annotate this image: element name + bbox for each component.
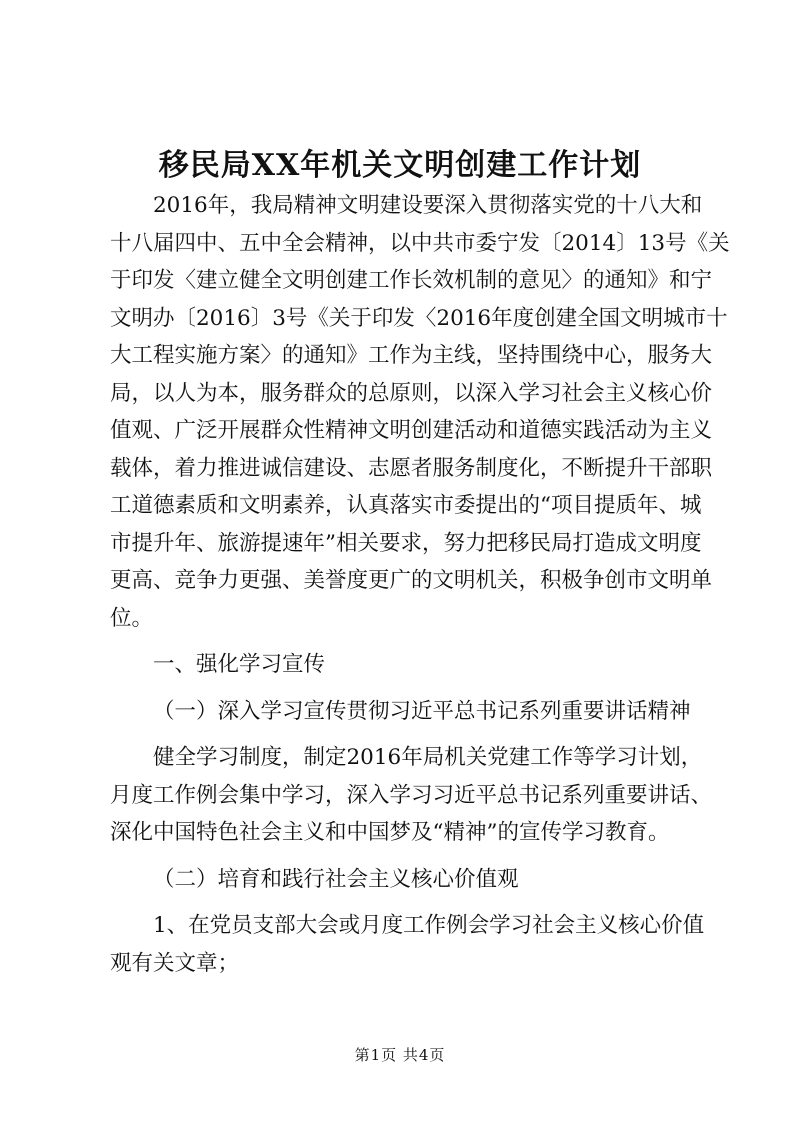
paragraph-line: 深化中国特色社会主义和中国梦及“精神”的宣传学习教育。: [110, 820, 670, 845]
paragraph-line: 月度工作例会集中学习，深入学习习近平总书记系列重要讲话、: [110, 782, 713, 808]
intro-line: 更高、竞争力更强、美誉度更广的文明机关，积极争创市文明单: [110, 568, 713, 593]
document-title: 移民局XX年机关文明创建工作计划: [158, 148, 642, 183]
intro-line: 市提升年、旅游提速年”相关要求，努力把移民局打造成文明度: [110, 530, 702, 556]
intro-line: 位。: [110, 605, 154, 631]
intro-line: 载体，着力推进诚信建设、志愿者服务制度化，不断提升干部职: [110, 455, 713, 481]
subsection-heading: （一）深入学习宣传贯彻习近平总书记系列重要讲话精神: [153, 698, 691, 724]
intro-line: 文明办〔2016〕3号《关于印发〈2016年度创建全国文明城市十: [110, 305, 728, 331]
subsection-heading: （二）培育和践行社会主义核心价值观: [153, 866, 519, 892]
section-heading: 一、强化学习宣传: [153, 652, 326, 677]
intro-line: 值观、广泛开展群众性精神文明创建活动和道德实践活动为主义: [110, 418, 713, 443]
paragraph-line: 健全学习制度，制定2016年局机关党建工作等学习计划，: [153, 745, 703, 770]
intro-line: 工道德素质和文明素养，认真落实市委提出的“项目提质年、城: [110, 493, 702, 518]
intro-line: 十八届四中、五中全会精神，以中共市委宁发〔2014〕13号《关: [110, 230, 730, 256]
paragraph-line: 观有关文章；: [110, 950, 240, 976]
paragraph-line: 1、在党员支部大会或月度工作例会学习社会主义核心价值: [153, 913, 705, 938]
intro-paragraph: [110, 187, 730, 637]
intro-line: 局，以人为本，服务群众的总原则，以深入学习社会主义核心价: [110, 380, 713, 406]
subsection-paragraph: [110, 907, 710, 982]
intro-line: 大工程实施方案〉的通知》工作为主线，坚持围绕中心，服务大: [110, 343, 713, 368]
subsection-paragraph: [110, 739, 713, 852]
document-body: [110, 187, 730, 991]
page-number-footer: 第1页 共4页: [354, 1046, 446, 1064]
intro-line: 于印发〈建立健全文明创建工作长效机制的意见〉的通知》和宁: [110, 268, 713, 293]
intro-line: 2016年，我局精神文明建设要深入贯彻落实党的十八大和: [153, 193, 703, 218]
